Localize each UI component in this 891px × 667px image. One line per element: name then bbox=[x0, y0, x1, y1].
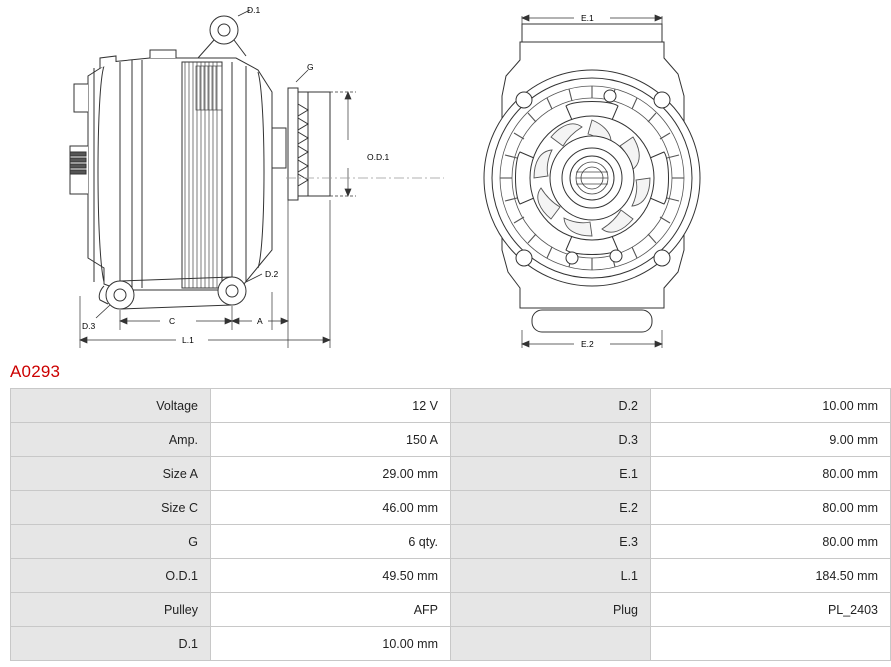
label-d2: D.2 bbox=[265, 269, 279, 279]
spec-label: G bbox=[11, 525, 211, 559]
spec-value: 29.00 mm bbox=[211, 457, 451, 491]
label-d3: D.3 bbox=[82, 321, 96, 331]
spec-label-2: E.1 bbox=[451, 457, 651, 491]
table-row bbox=[11, 389, 891, 423]
spec-value: AFP bbox=[211, 593, 451, 627]
spec-value-2: 80.00 mm bbox=[651, 457, 891, 491]
spec-label: Size A bbox=[11, 457, 211, 491]
table-row bbox=[11, 525, 891, 559]
table-row bbox=[11, 593, 891, 627]
spec-value-2: 184.50 mm bbox=[651, 559, 891, 593]
spec-value: 6 qty. bbox=[211, 525, 451, 559]
spec-value: 12 V bbox=[211, 389, 451, 423]
label-e1: E.1 bbox=[581, 13, 594, 23]
label-a: A bbox=[257, 316, 263, 326]
spec-label: O.D.1 bbox=[11, 559, 211, 593]
table-row bbox=[11, 423, 891, 457]
spec-value-2: 10.00 mm bbox=[651, 389, 891, 423]
spec-value: 150 A bbox=[211, 423, 451, 457]
spec-label-2: L.1 bbox=[451, 559, 651, 593]
spec-label: Amp. bbox=[11, 423, 211, 457]
spec-label-2: E.2 bbox=[451, 491, 651, 525]
spec-label: Size C bbox=[11, 491, 211, 525]
spec-value-2: 80.00 mm bbox=[651, 491, 891, 525]
spec-empty-value bbox=[651, 627, 891, 661]
spec-label: Voltage bbox=[11, 389, 211, 423]
spec-label-2: D.3 bbox=[451, 423, 651, 457]
table-row bbox=[11, 491, 891, 525]
spec-label-2: E.3 bbox=[451, 525, 651, 559]
table-row bbox=[11, 559, 891, 593]
spec-value: 46.00 mm bbox=[211, 491, 451, 525]
label-g: G bbox=[307, 62, 314, 72]
table-row bbox=[11, 627, 891, 661]
label-c: C bbox=[169, 316, 176, 326]
specifications-table bbox=[10, 388, 891, 661]
spec-label: Pulley bbox=[11, 593, 211, 627]
label-d1: D.1 bbox=[247, 5, 261, 15]
spec-label-2: Plug bbox=[451, 593, 651, 627]
page-title: A0293 bbox=[10, 362, 61, 381]
label-od1: O.D.1 bbox=[367, 152, 390, 162]
spec-value: 10.00 mm bbox=[211, 627, 451, 661]
spec-value-2: 9.00 mm bbox=[651, 423, 891, 457]
spec-label-2: D.2 bbox=[451, 389, 651, 423]
spec-label: D.1 bbox=[11, 627, 211, 661]
label-e2: E.2 bbox=[581, 339, 594, 349]
spec-value-2: 80.00 mm bbox=[651, 525, 891, 559]
alternator-drawing bbox=[0, 0, 800, 358]
spec-value: 49.50 mm bbox=[211, 559, 451, 593]
table-row bbox=[11, 457, 891, 491]
spec-value-2: PL_2403 bbox=[651, 593, 891, 627]
label-l1: L.1 bbox=[182, 335, 194, 345]
spec-empty-label bbox=[451, 627, 651, 661]
